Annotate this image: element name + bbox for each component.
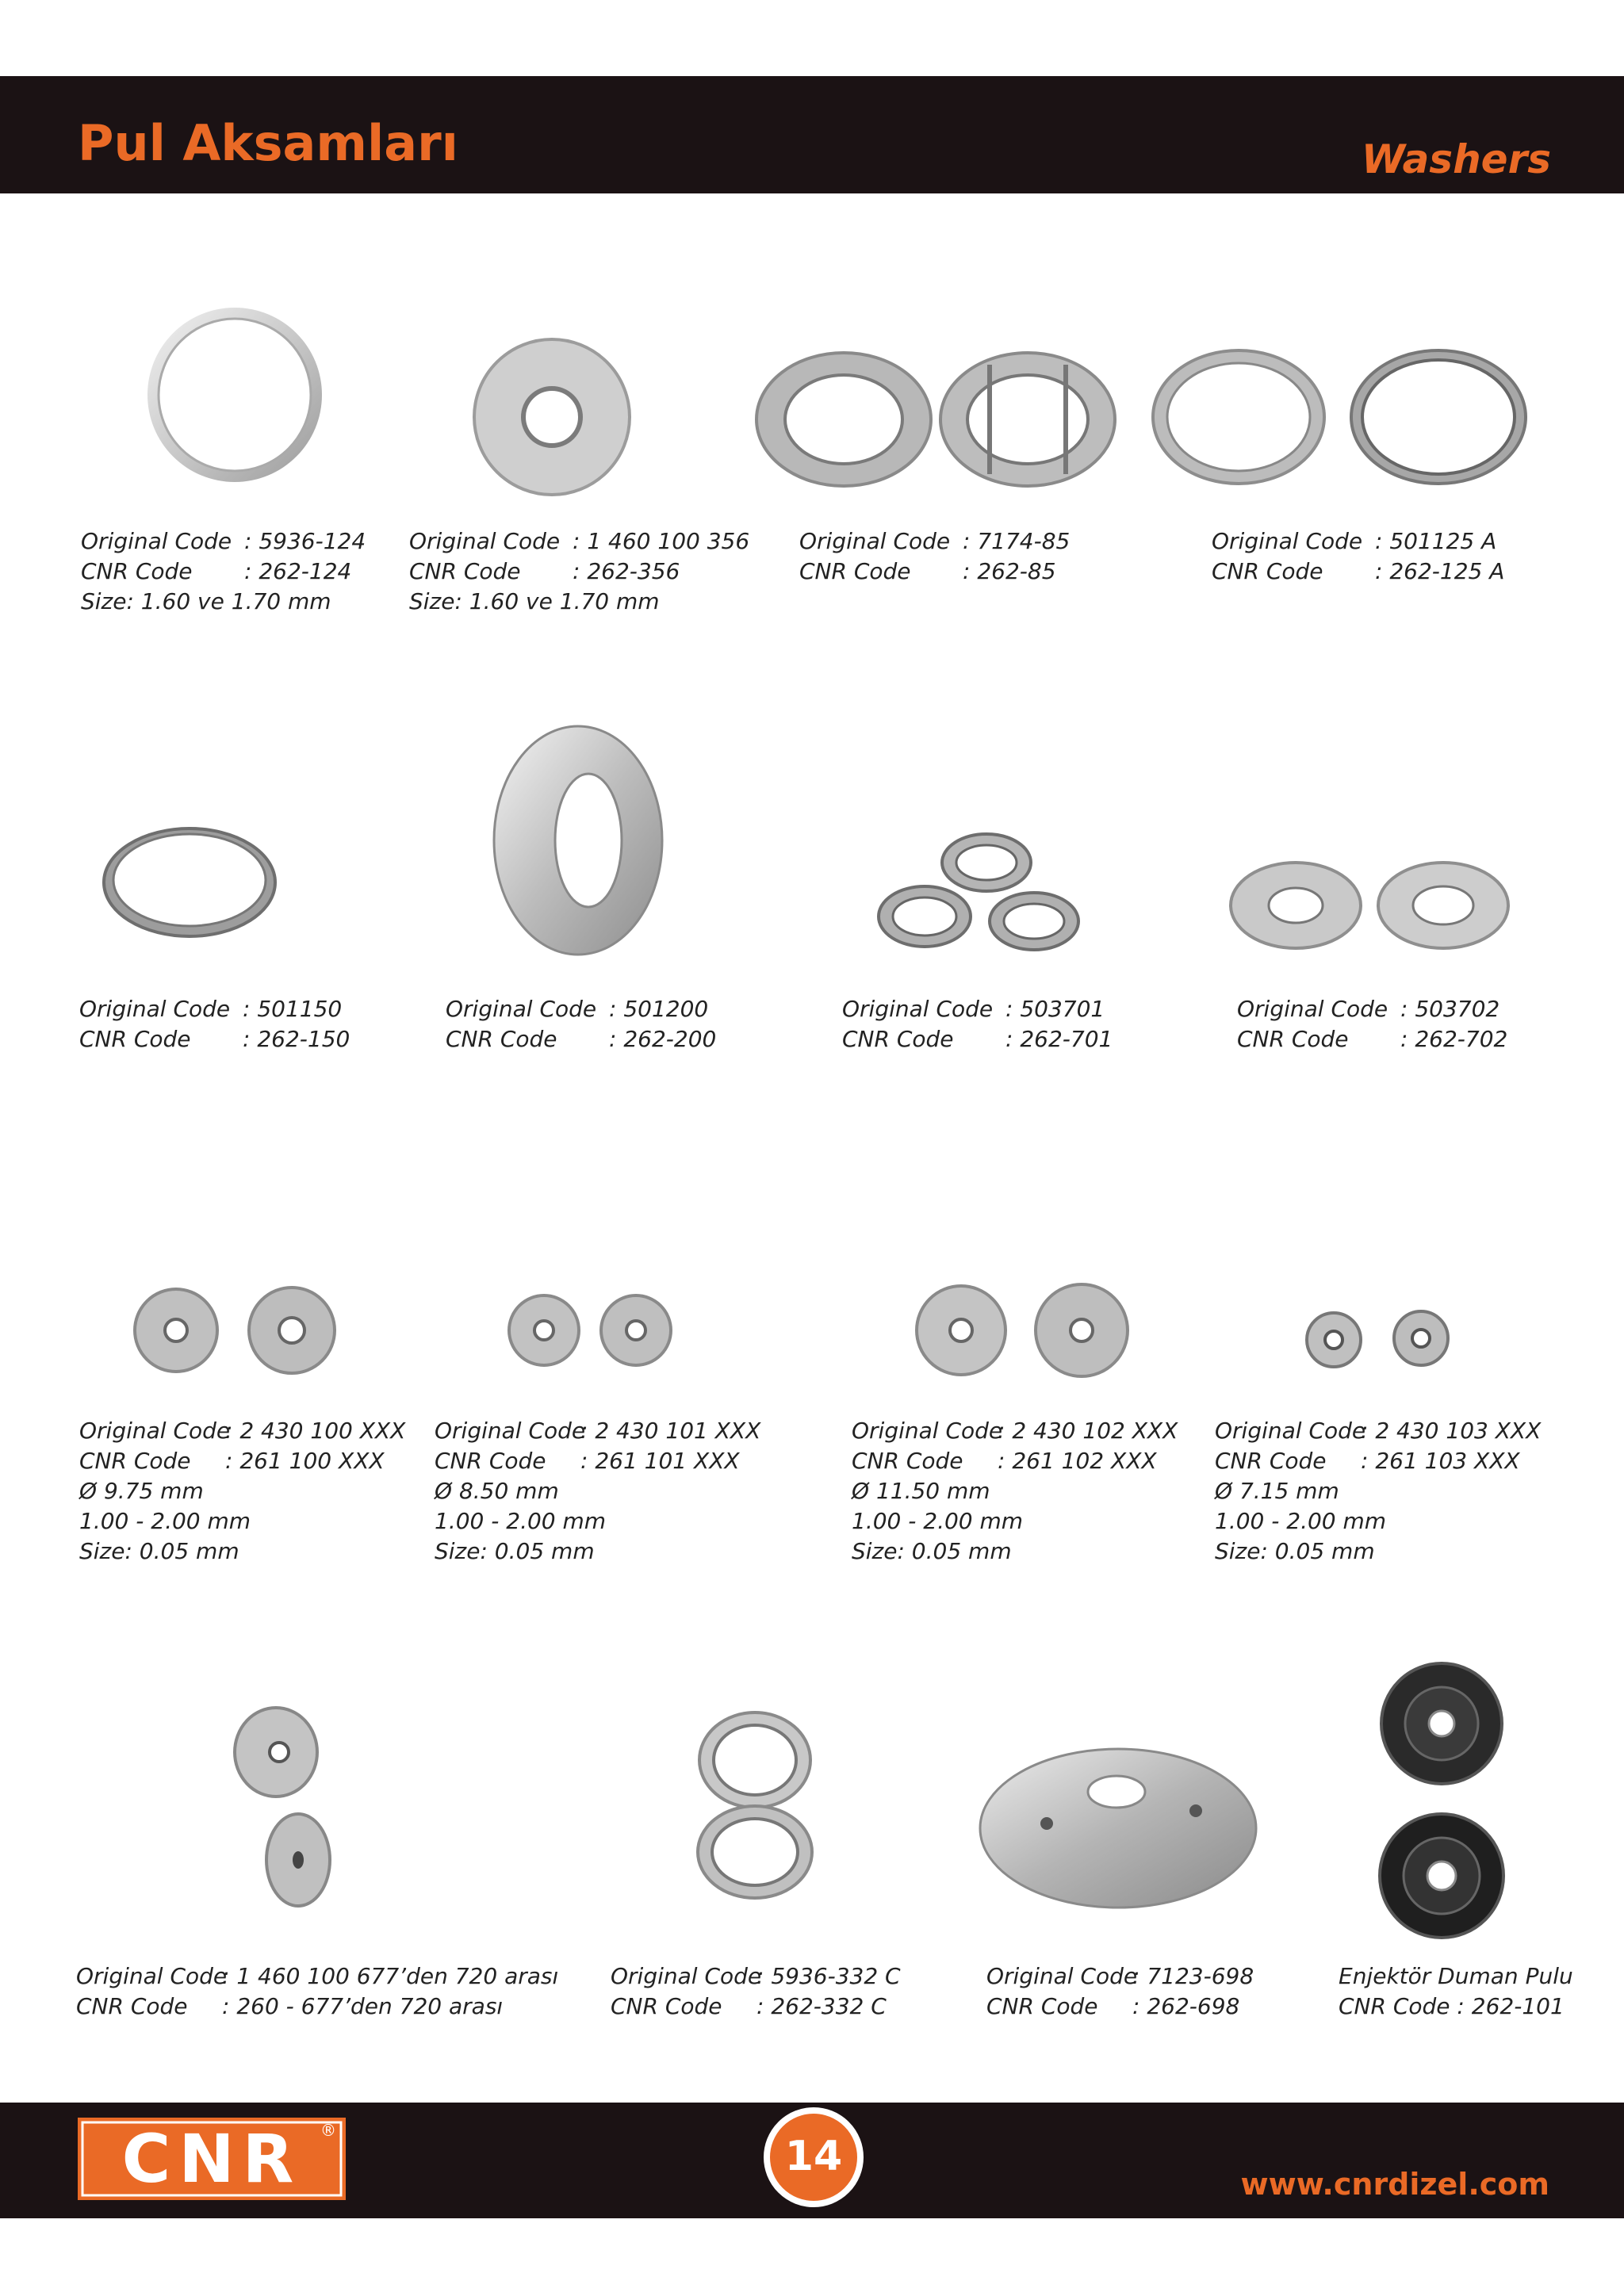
product-image-washer-8	[1226, 856, 1513, 955]
product-spec-6: Original Code : 501200 CNR Code : 262-200	[446, 996, 717, 1052]
product-spec-13: Original Code: 1 460 100 677’den 720 arası CNR Code : 260 - 677’den 720 arası	[76, 1963, 559, 2019]
product-image-washer-15	[975, 1741, 1261, 1911]
product-image-washer-2	[469, 335, 634, 499]
product-image-washer-6	[487, 721, 669, 959]
product-image-washer-16	[1377, 1657, 1507, 1942]
product-image-washer-12	[1296, 1307, 1459, 1370]
product-image-washer-9	[111, 1283, 349, 1378]
product-spec-1: Original Code : 5936-124 CNR Code : 262-124 Size: 1.60 ve 1.70 mm	[81, 528, 366, 614]
product-image-washer-4	[1148, 344, 1530, 490]
page-title-english: Washers	[1361, 136, 1551, 182]
product-image-washer-11	[891, 1281, 1145, 1380]
product-spec-5: Original Code : 501150 CNR Code : 262-150	[79, 996, 350, 1052]
product-image-washer-5	[100, 823, 279, 942]
product-image-washer-14	[691, 1705, 818, 1903]
product-spec-8: Original Code : 503702 CNR Code : 262-702	[1237, 996, 1508, 1052]
product-image-washer-13	[230, 1701, 341, 1911]
page-number: 14	[764, 2107, 864, 2207]
logo-text: CNR	[121, 2120, 302, 2198]
product-spec-11: Original Code: 2 430 102 XXX CNR Code : 261 102 XXX Ø 11.50 mm 1.00 - 2.00 mm Size: 0.05 mm	[852, 1418, 1178, 1564]
cnr-logo[interactable]	[78, 2118, 346, 2200]
product-spec-10: Original Code: 2 430 101 XXX CNR Code : 261 101 XXX Ø 8.50 mm 1.00 - 2.00 mm Size: 0.05 mm	[435, 1418, 761, 1564]
product-spec-15: Original Code: 7123-698 CNR Code : 262-698	[986, 1963, 1254, 2019]
product-spec-4: Original Code : 501125 A CNR Code : 262-125 A	[1212, 528, 1505, 584]
product-spec-2: Original Code : 1 460 100 356 CNR Code : 262-356 Size: 1.60 ve 1.70 mm	[409, 528, 750, 614]
registered-mark: ®	[320, 2121, 336, 2140]
product-spec-3: Original Code : 7174-85 CNR Code : 262-85	[799, 528, 1071, 584]
product-spec-12: Original Code: 2 430 103 XXX CNR Code : 261 103 XXX Ø 7.15 mm 1.00 - 2.00 mm Size: 0.05 mm	[1215, 1418, 1542, 1564]
product-spec-14: Original Code: 5936-332 C CNR Code : 262-332 C	[611, 1963, 901, 2019]
product-spec-7: Original Code : 503701 CNR Code : 262-701	[842, 996, 1113, 1052]
product-image-washer-7	[874, 829, 1083, 956]
product-image-washer-1	[140, 300, 330, 490]
page-title: Pul Aksamları	[78, 114, 458, 172]
product-spec-9: Original Code: 2 430 100 XXX CNR Code : 261 100 XXX Ø 9.75 mm 1.00 - 2.00 mm Size: 0.05 mm	[79, 1418, 406, 1564]
product-spec-16: Enjektör Duman Pulu CNR Code : 262-101	[1339, 1963, 1573, 2019]
website-link[interactable]: www.cnrdizel.com	[1240, 2167, 1549, 2202]
product-image-washer-3	[752, 349, 1120, 490]
product-image-washer-10	[495, 1291, 685, 1370]
